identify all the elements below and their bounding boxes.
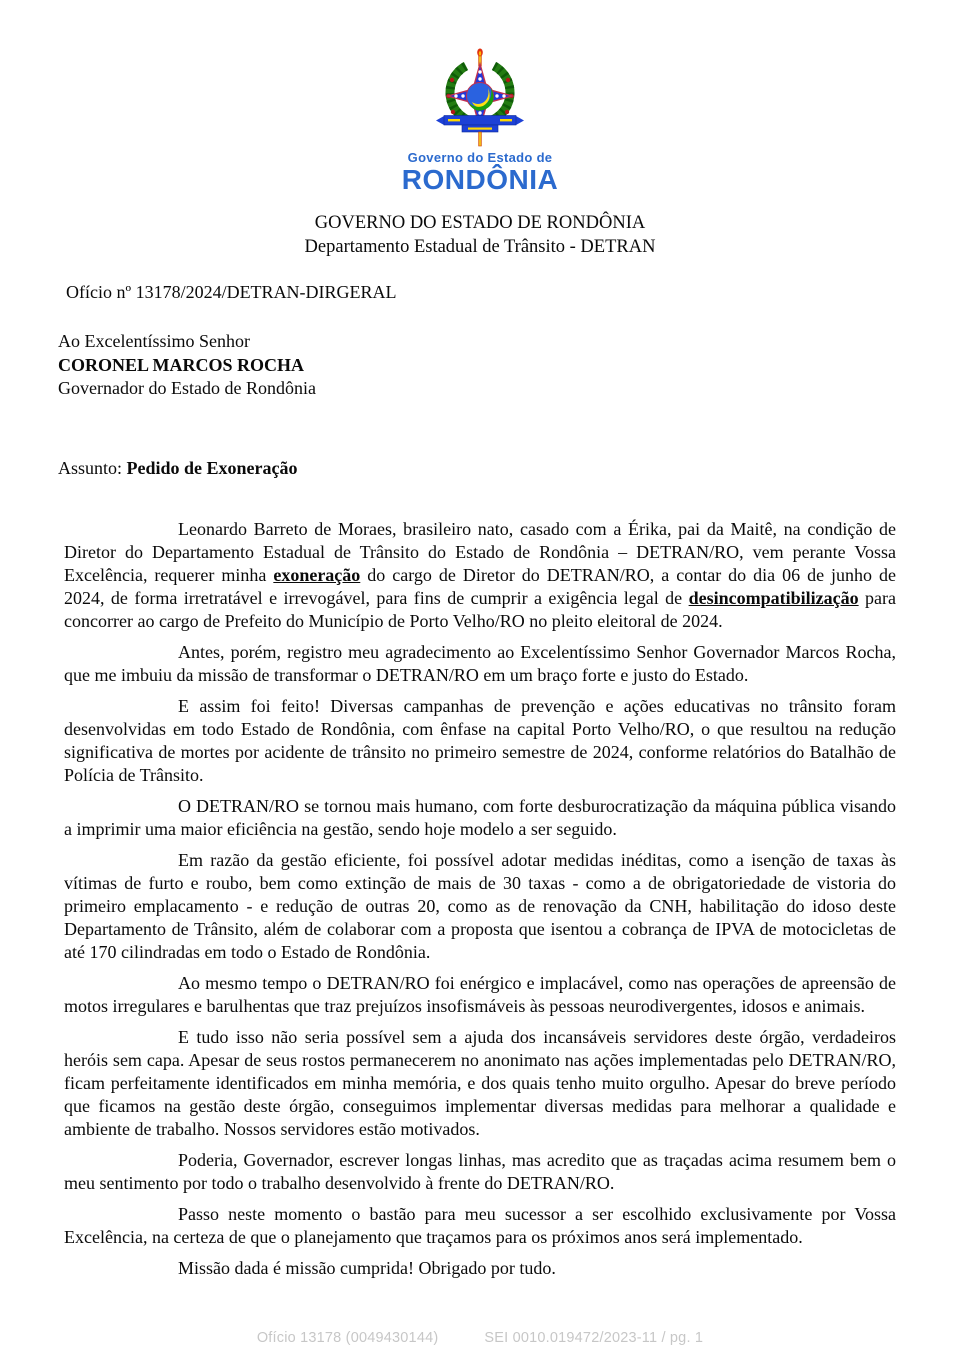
paragraph bbox=[64, 795, 896, 841]
addressee-name: CORONEL MARCOS ROCHA bbox=[58, 354, 305, 375]
subject-line bbox=[58, 458, 896, 479]
logo-block bbox=[0, 0, 960, 195]
paragraph-text: E assim foi feito! Diversas campanhas de prevenção e ações educativas no trânsito foram desenvolvidas em todo Estado de Rondônia, com ênfase na capital Porto Velho/RO, o que resultou na redução significativa de mortes por acidente de trânsito no primeiro semestre de 2024, conforme relatórios do Batalhão de Polícia de Trânsito. bbox=[64, 695, 896, 785]
addressee-salutation: Ao Excelentíssimo Senhor bbox=[58, 331, 250, 351]
paragraph bbox=[64, 1026, 896, 1141]
paragraph-text: Leonardo Barreto de Moraes, brasileiro nato, casado com a Érika, pai da Maitê, na condição de Diretor do Departamento Estadual de Trânsito do Estado de Rondônia – DETRAN/RO, vem perante Vossa Excelência, requerer minha bbox=[64, 518, 896, 585]
oficio-number: Ofício nº 13178/2024/DETRAN-DIRGERAL bbox=[66, 282, 397, 302]
paragraph-text: Passo neste momento o bastão para meu sucessor a ser escolhido exclusivamente por Vossa Excelência, na certeza de que o planejamento que traçamos para os próximos anos será implementado. bbox=[64, 1203, 896, 1247]
paragraph-text: Antes, porém, registro meu agradecimento ao Excelentíssimo Senhor Governador Marcos Rocha, que me imbuiu da missão de transformar o DETRAN/RO em um braço forte e justo do Estado. bbox=[64, 641, 896, 685]
paragraph-text: Missão dada é missão cumprida! Obrigado por tudo. bbox=[178, 1257, 556, 1278]
addressee-block bbox=[58, 330, 896, 401]
logo-caption-line2: RONDÔNIA bbox=[401, 164, 559, 195]
paragraph-text: Em razão da gestão eficiente, foi possível adotar medidas inéditas, como a isenção de taxas às vítimas de furto e roubo, bem como extinção de mais de 30 taxas - como a de obrigatoriedade de vistoria do primeiro emplacamento - e redução de outras 20, como as de renovação da CNH, habilitação do idoso deste Departamento de Trânsito, além de colaborar com a proposta que isentou a cobrança de IPVA de motocicletas de até 170 cilindradas em todo o Estado de Rondônia. bbox=[64, 849, 896, 962]
subject-label: Assunto: bbox=[58, 457, 127, 478]
footer-doc-ref: Ofício 13178 (0049430144) bbox=[256, 1330, 439, 1346]
paragraph-text: Ao mesmo tempo o DETRAN/RO foi enérgico e implacável, como nas operações de apreensão de motos irregulares e barulhentas que traz prejuízos insofismáveis às pessoas neurodivergentes, idosos e animais. bbox=[64, 972, 896, 1016]
org-header bbox=[0, 211, 960, 259]
paragraph bbox=[64, 1149, 896, 1195]
paragraph-text: Poderia, Governador, escrever longas linhas, mas acredito que as traçadas acima resumem bem o meu sentimento por todo o trabalho desenvolvido à frente do DETRAN/RO. bbox=[64, 1149, 896, 1193]
paragraph-text: E tudo isso não seria possível sem a ajuda dos incansáveis servidores deste órgão, verdadeiros heróis sem capa. Apesar de seus rostos permanecerem no anonimato nas ações implementadas pelo DETRAN/RO, ficam perfeitamente identificados em minha memória, e dos quais tenho muito orgulho. Apesar do breve período que ficamos na gestão deste órgão, conseguimos implementar diversas medidas para melhorar a qualidade e ambiente de trabalho. Nossos servidores estão motivados. bbox=[64, 1026, 896, 1139]
logo-caption-line1: Governo do Estado de bbox=[407, 150, 553, 165]
paragraph bbox=[64, 518, 896, 633]
subject-value: Pedido de Exoneração bbox=[126, 457, 298, 478]
rondonia-coat-of-arms-icon bbox=[428, 48, 532, 148]
paragraph bbox=[64, 972, 896, 1018]
paragraph-text: O DETRAN/RO se tornou mais humano, com forte desburocratização da máquina pública visando a imprimir uma maior eficiência na gestão, sendo hoje modelo a ser seguido. bbox=[64, 795, 896, 839]
paragraph bbox=[64, 695, 896, 787]
paragraph-text: para concorrer ao cargo de Prefeito do Município de Porto Velho/RO no pleito eleitoral de 2024. bbox=[64, 587, 897, 631]
footer-sei-ref: SEI 0010.019472/2023-11 / pg. 1 bbox=[484, 1330, 704, 1346]
paragraph bbox=[64, 641, 896, 687]
paragraph bbox=[64, 849, 896, 964]
letter-body bbox=[64, 518, 896, 1280]
paragraph bbox=[64, 1203, 896, 1249]
page-footer bbox=[0, 1330, 960, 1346]
addressee-title: Governador do Estado de Rondônia bbox=[58, 378, 316, 398]
paragraph-text: do cargo de Diretor do DETRAN/RO, a contar do dia 06 de junho de 2024, de forma irretratável e irrevogável, para fins de cumprir a exigência legal de bbox=[64, 564, 897, 608]
org-department-line: Departamento Estadual de Trânsito - DETRAN bbox=[304, 237, 656, 257]
emphasized-term: exoneração bbox=[273, 564, 361, 585]
emphasized-term: desincompatibilização bbox=[688, 587, 859, 608]
org-name-line: GOVERNO DO ESTADO DE RONDÔNIA bbox=[314, 213, 646, 233]
paragraph bbox=[64, 1257, 896, 1280]
